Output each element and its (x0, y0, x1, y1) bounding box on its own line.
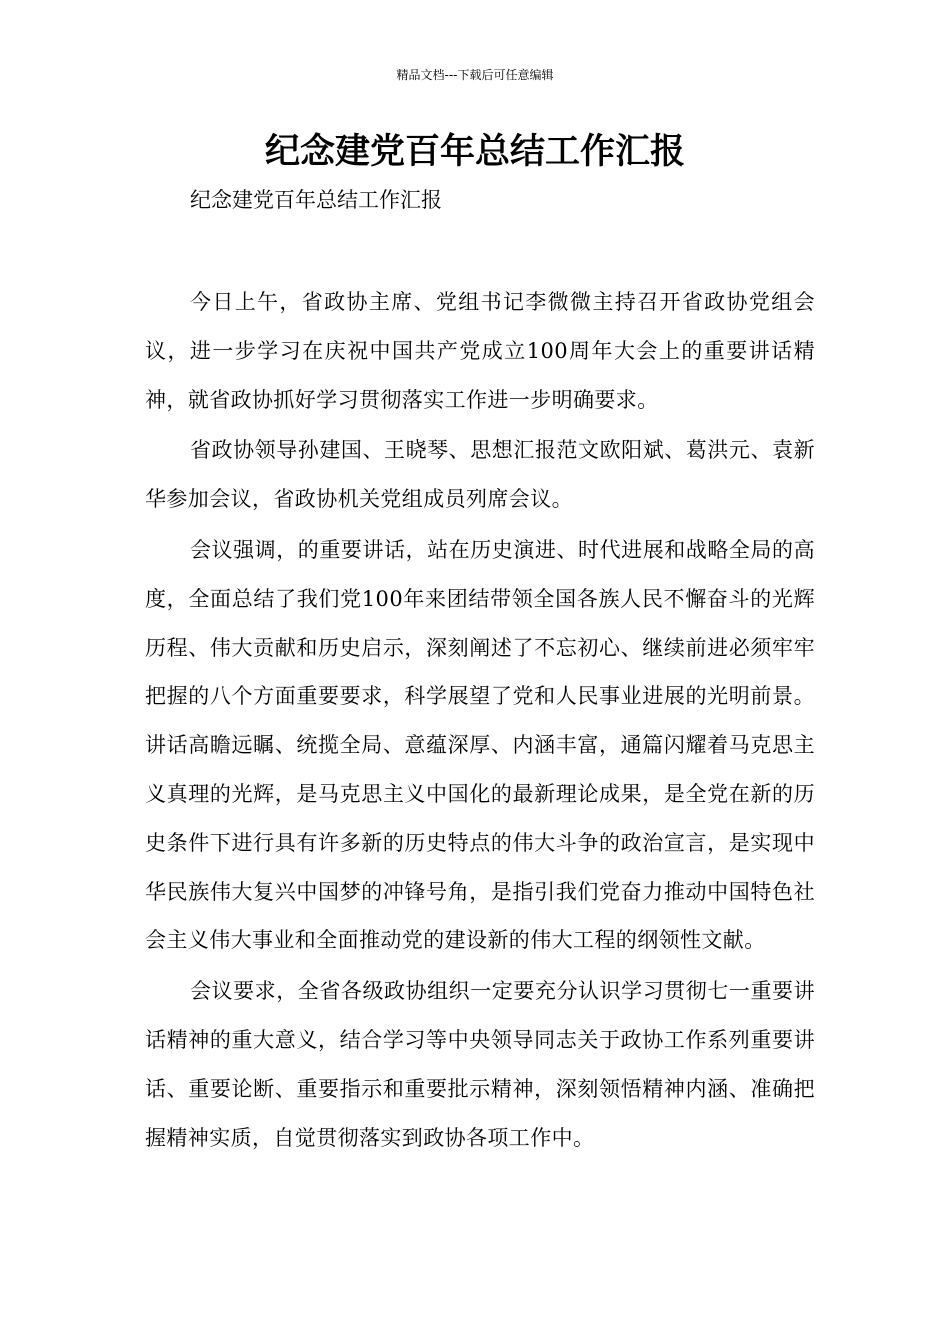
paragraph-4: 会议要求，全省各级政协组织一定要充分认识学习贯彻七一重要讲话精神的重大意义，结合学习等中央领导同志关于政协工作系列重要讲话、重要论断、重要指示和重要批示精神，深刻领悟精神内涵、准确把握精神实质，自觉贯彻落实到政协各项工作中。 (145, 979, 815, 1150)
header-note: 精品文档---下载后可任意编辑 (396, 68, 554, 82)
document-subtitle: 纪念建党百年总结工作汇报 (190, 188, 442, 212)
paragraph-3: 会议强调，的重要讲话，站在历史演进、时代进展和战略全局的高度，全面总结了我们党100年来团结带领全国各族人民不懈奋斗的光辉历程、伟大贡献和历史启示，深刻阐述了不忘初心、继续前进必须牢牢把握的八个方面重要要求，科学展望了党和人民事业进展的光明前景。讲话高瞻远瞩、统揽全局、意蕴深厚、内涵丰富，通篇闪耀着马克思主义真理的光辉，是马克思主义中国化的最新理论成果，是全党在新的历史条件下进行具有许多新的历史特点的伟大斗争的政治宣言，是实现中华民族伟大复兴中国梦的冲锋号角，是指引我们党奋力推动中国特色社会主义伟大事业和全面推动党的建设新的伟大工程的纲领性文献。 (145, 537, 815, 953)
document-body (145, 278, 815, 1164)
paragraph-1: 今日上午，省政协主席、党组书记李微微主持召开省政协党组会议，进一步学习在庆祝中国共产党成立100周年大会上的重要讲话精神，就省政协抓好学习贯彻落实工作进一步明确要求。 (145, 290, 815, 412)
paragraph-2: 省政协领导孙建国、王晓琴、思想汇报范文欧阳斌、葛洪元、袁新华参加会议，省政协机关党组成员列席会议。 (145, 438, 815, 512)
document-title: 纪念建党百年总结工作汇报 (264, 132, 685, 172)
